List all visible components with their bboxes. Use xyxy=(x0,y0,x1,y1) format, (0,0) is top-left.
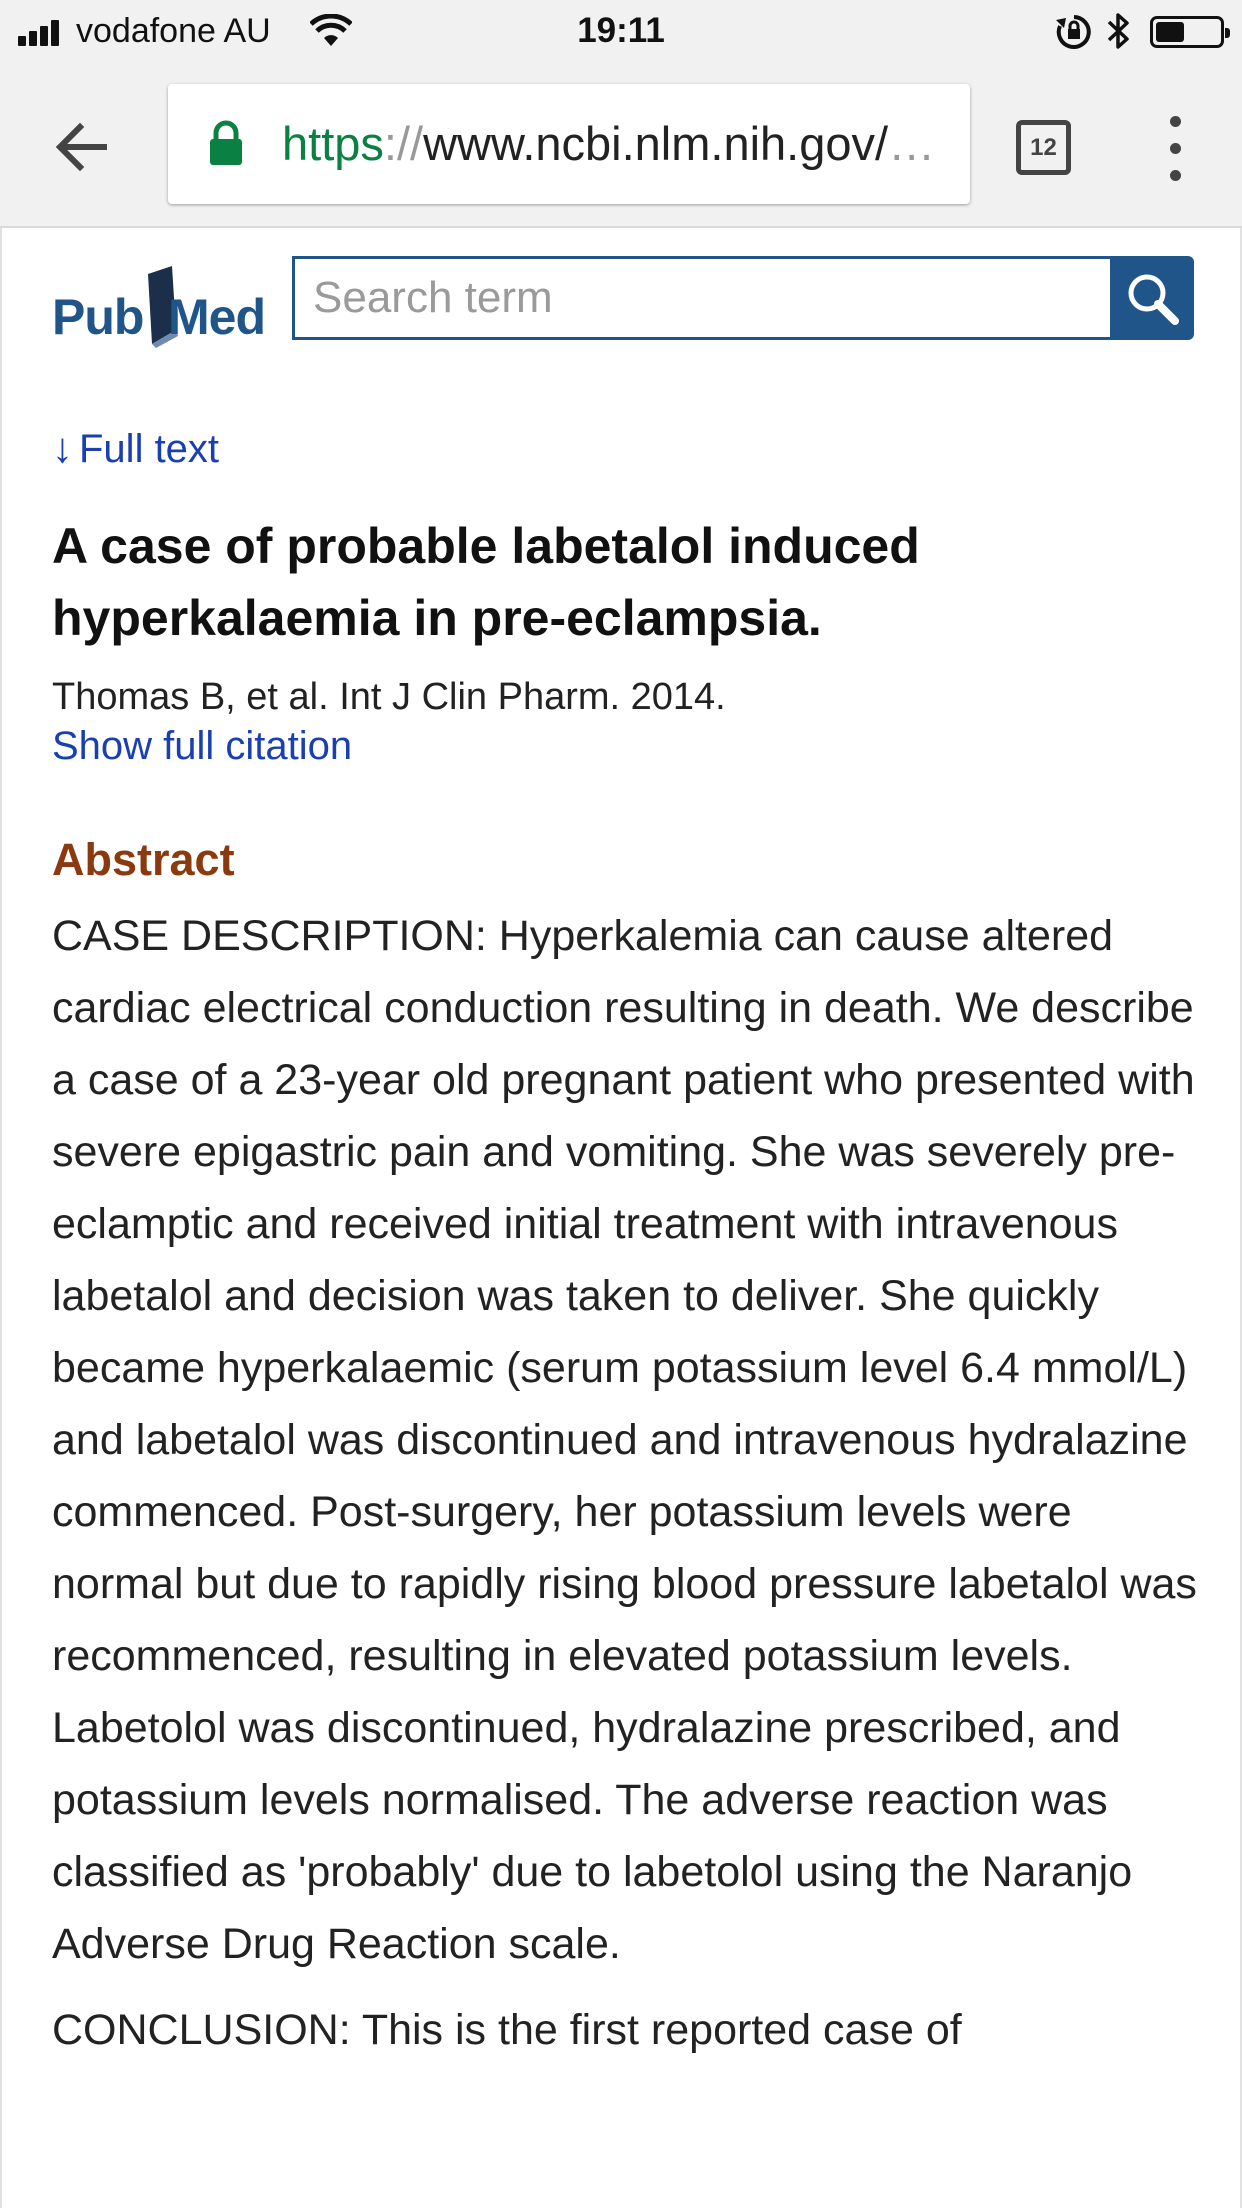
show-full-citation-link[interactable]: Show full citation xyxy=(52,724,353,768)
url-separator: :// xyxy=(383,117,424,170)
url-ellipsis: … xyxy=(888,117,936,170)
full-text-link[interactable] xyxy=(52,424,219,472)
search-bar xyxy=(292,256,1194,340)
battery-icon xyxy=(1150,16,1224,48)
abstract-conclusion: CONCLUSION: This is the first reported case of xyxy=(52,2006,962,2054)
article-title-line2: hyperkalaemia in pre-eclampsia. xyxy=(52,590,822,646)
url-scheme: https xyxy=(282,117,384,170)
address-bar[interactable] xyxy=(168,84,970,204)
overflow-menu-icon[interactable] xyxy=(1160,116,1190,182)
logo-med-text: Med xyxy=(168,289,265,345)
page-content xyxy=(0,228,1242,2208)
browser-toolbar xyxy=(0,62,1242,228)
back-arrow-icon[interactable] xyxy=(52,117,112,177)
full-text-label: Full text xyxy=(79,427,220,471)
abstract-case-description: CASE DESCRIPTION: Hyperkalemia can cause altered cardiac electrical conduction resulting in death. We describe a case of a 23-year old pregnant patient who presented with severe epigastric pain and vomiting. She was severely pre- eclamptic and received initial treatment with intravenous labetalol and decision was taken to deliver. She quickly became hyperkalaemic (serum potassium level 6.4 mmol/L) and labetalol was discontinued and intravenous hydralazine commenced. Post-surgery, her potassium levels were normal but due to rapidly rising blood pressure labetalol was recommenced, resulting in elevated potassium levels. Labetolol was discontinued, hydralazine prescribed, and potassium levels normalised. The adverse reaction was classified as 'probably' due to labetolol using the Naranjo Adverse Drug Reaction scale. xyxy=(52,912,1197,1968)
down-arrow-icon: ↓ xyxy=(52,424,73,471)
logo-pub-text: Pub xyxy=(52,289,144,345)
article-title-line1: A case of probable labetalol induced xyxy=(52,518,920,574)
padlock-icon xyxy=(208,120,244,166)
clock: 19:11 xyxy=(577,11,665,50)
status-bar xyxy=(0,0,1242,62)
rotation-lock-icon xyxy=(1056,14,1092,50)
url-host: www.ncbi.nlm.nih.gov/ xyxy=(423,117,889,170)
article-title xyxy=(52,510,1202,654)
search-button[interactable] xyxy=(1110,256,1194,340)
carrier-label: vodafone AU xyxy=(76,12,271,50)
abstract-body xyxy=(52,900,1212,2080)
pubmed-logo[interactable] xyxy=(52,258,282,348)
search-input[interactable] xyxy=(292,256,1112,340)
search-icon xyxy=(1123,269,1181,327)
tab-switcher-button[interactable]: 12 xyxy=(1016,120,1071,175)
bluetooth-icon xyxy=(1106,12,1132,50)
url-text xyxy=(282,116,950,171)
citation-summary: Thomas B, et al. Int J Clin Pharm. 2014. xyxy=(52,676,726,718)
abstract-heading: Abstract xyxy=(52,834,235,885)
